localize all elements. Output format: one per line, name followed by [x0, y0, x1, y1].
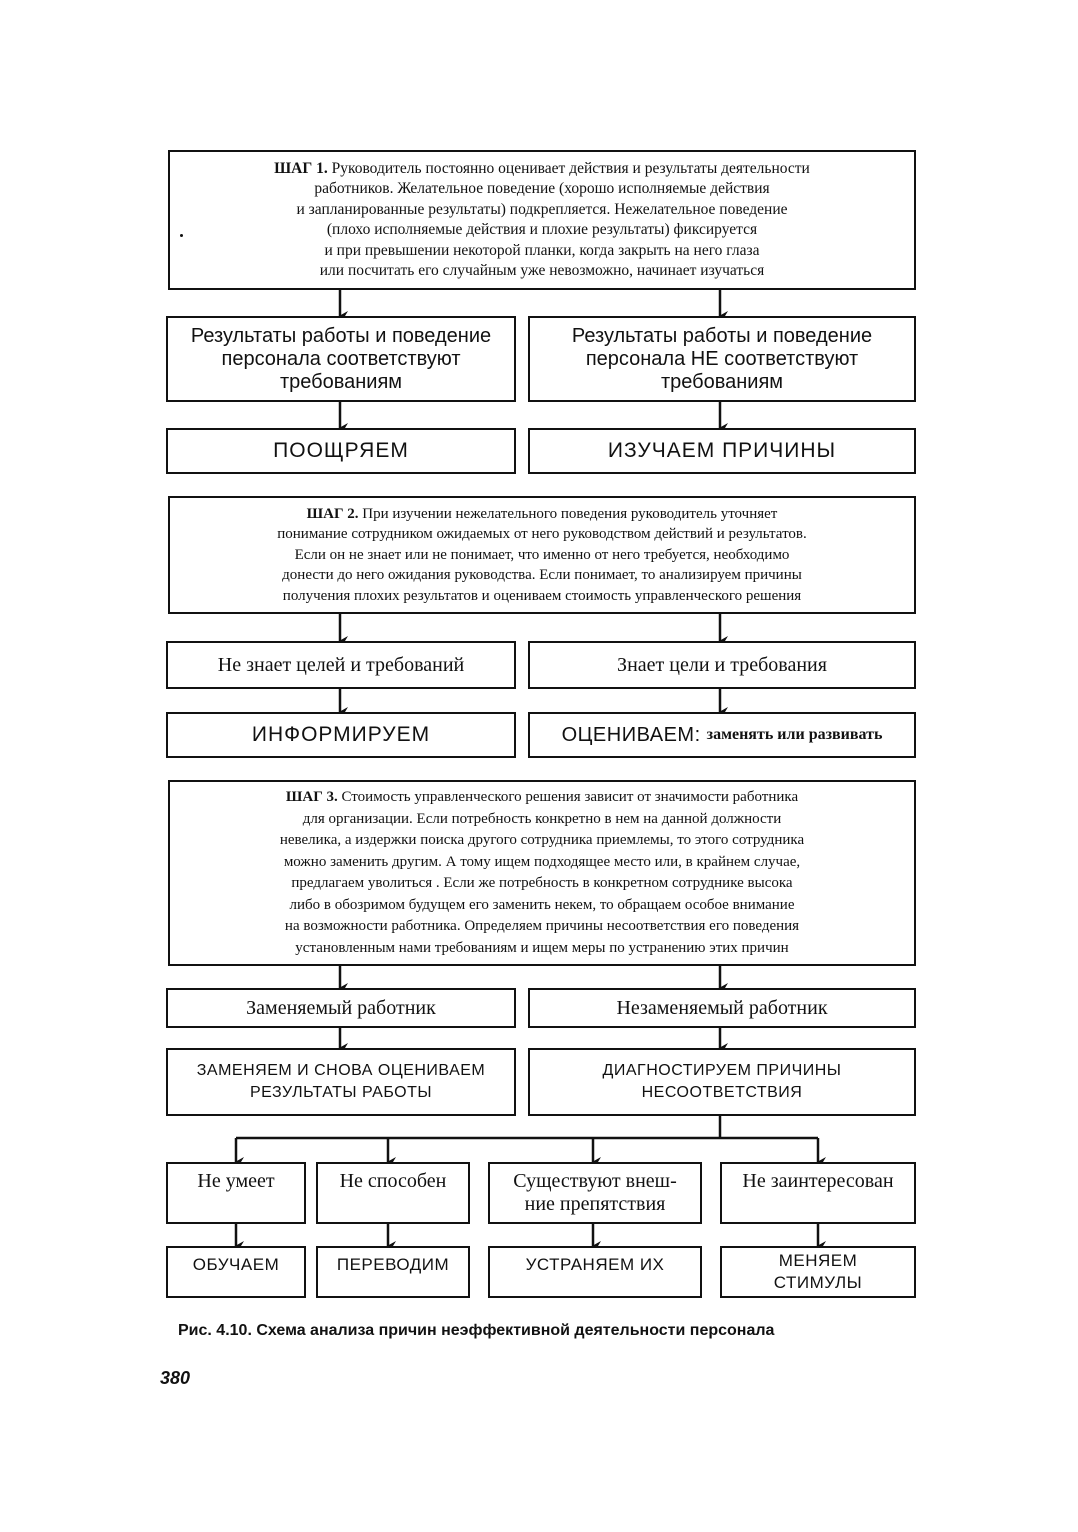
- step1-line-2: и запланированные результаты) подкрепляется. Нежелательное поведение: [296, 200, 788, 218]
- step3-box: [168, 780, 916, 966]
- reward-box: ПООЩРЯЕМ: [166, 428, 516, 474]
- step1-label: ШАГ 1.: [274, 159, 328, 177]
- step1-line-3: (плохо исполняемые действия и плохие результаты) фиксируется: [326, 221, 758, 238]
- step3-line-3: можно заменить другим. А тому ищем подходящее место или, в крайнем случае,: [283, 853, 801, 870]
- irreplaceable-worker-box: Незаменяемый работник: [528, 988, 916, 1028]
- step3-line-7: установленным нами требованиям и ищем меры по устранению этих причин: [295, 939, 789, 956]
- page-number: 380: [160, 1368, 191, 1388]
- figure-caption: Рис. 4.10. Схема анализа причин неэффективной деятельности персонала: [178, 1322, 775, 1339]
- step3-line-6: на возможности работника. Определяем причины несоответствия его поведения: [284, 918, 800, 934]
- step3-line-4: предлагаем уволиться . Если же потребность в конкретном сотруднике высока: [291, 875, 793, 891]
- diagnose-causes-box: ДИАГНОСТИРУЕМ ПРИЧИНЫ НЕСООТВЕТСТВИЯ: [528, 1048, 916, 1116]
- action-transfer-box: ПЕРЕВОДИМ: [316, 1246, 470, 1298]
- cause-cannot-box: Не умеет: [166, 1162, 306, 1224]
- step3-line-2: невелика, а издержки поиска другого сотрудника приемлемы, то этого сотрудника: [279, 832, 805, 848]
- step2-line-3: донести до него ожидания руководства. Если понимает, то анализируем причины: [282, 567, 802, 584]
- not-meets-requirements-box: Результаты работы и поведение персонала НЕ соответствуют требованиям: [528, 316, 916, 402]
- step2-label: ШАГ 2.: [306, 505, 359, 522]
- step3-line-0: ШАГ 3. Стоимость управленческого решения зависит от значимости работника: [285, 789, 799, 805]
- step1-line-0: ШАГ 1. Руководитель постоянно оценивает действия и результаты деятельности: [274, 159, 810, 177]
- meets-requirements-box: Результаты работы и поведение персонала соответствуют требованиям: [166, 316, 516, 402]
- step2-line-1: понимание сотрудником ожидаемых от него руководством действий и результатов.: [277, 526, 807, 543]
- step2-line-4: получения плохих результатов и оцениваем стоимость управленческого решения: [282, 587, 802, 604]
- step1-line-5: или посчитать его случайным уже невозможно, начинает изучаться: [319, 262, 765, 279]
- cause-external-obstacles-box: Существуют внеш-ние препятствия: [488, 1162, 702, 1224]
- stray-dot: [180, 234, 183, 237]
- step1-box: [168, 150, 916, 290]
- step2-line-2: Если он не знает или не понимает, что именно от него требуется, необходимо: [294, 546, 790, 563]
- step1-line-1: работников. Желательное поведение (хорошо исполняемые действия: [314, 180, 770, 197]
- cause-not-interested-box: Не заинтересован: [720, 1162, 916, 1224]
- inform-box: ИНФОРМИРУЕМ: [166, 712, 516, 758]
- evaluate-rest: заменять или развивать: [706, 726, 883, 743]
- step3-line-1: для организации. Если потребность конкретно в нем на данной должности: [302, 810, 782, 827]
- action-train-box: ОБУЧАЕМ: [166, 1246, 306, 1298]
- replace-and-reevaluate-box: ЗАМЕНЯЕМ И СНОВА ОЦЕНИВАЕМ РЕЗУЛЬТАТЫ РАБОТЫ: [166, 1048, 516, 1116]
- action-remove-obstacles-box: УСТРАНЯЕМ ИХ: [488, 1246, 702, 1298]
- action-change-incentives-box: МЕНЯЕМ СТИМУЛЫ: [720, 1246, 916, 1298]
- replaceable-worker-box: Заменяемый работник: [166, 988, 516, 1028]
- step2-box: [168, 496, 916, 614]
- step3-line-5: либо в обозримом будущем его заменить некем, то обращаем особое внимание: [289, 896, 795, 913]
- step1-line-4: и при превышении некоторой планки, когда закрыть на него глаза: [324, 241, 760, 259]
- study-causes-box: ИЗУЧАЕМ ПРИЧИНЫ: [528, 428, 916, 474]
- step2-line-0: ШАГ 2. При изучении нежелательного поведения руководитель уточняет: [306, 505, 778, 522]
- evaluate-caps: ОЦЕНИВАЕМ:: [561, 723, 701, 746]
- knows-goals-box: Знает цели и требования: [528, 641, 916, 689]
- step3-label: ШАГ 3.: [285, 789, 338, 805]
- cause-not-capable-box: Не способен: [316, 1162, 470, 1224]
- does-not-know-goals-box: Не знает целей и требований: [166, 641, 516, 689]
- evaluate-box: [528, 712, 916, 758]
